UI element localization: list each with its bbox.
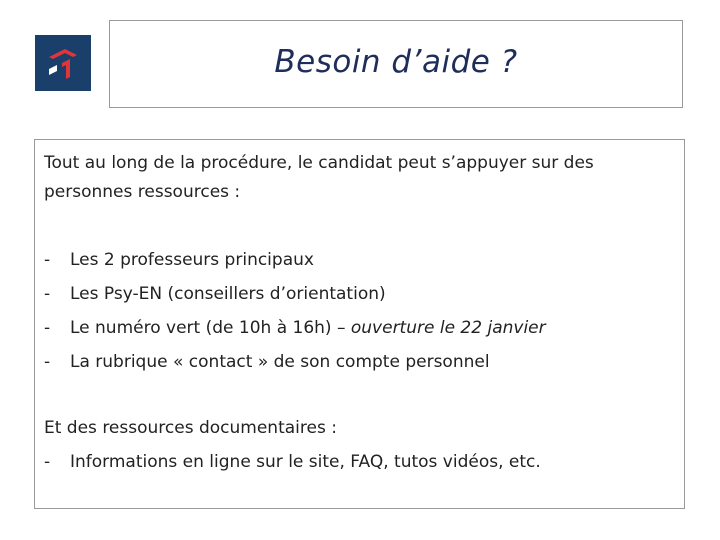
list-item: [44, 345, 674, 379]
list-item: [44, 311, 674, 345]
page-title: Besoin d’aide ?: [274, 44, 518, 80]
list-item-text: Les 2 professeurs principaux: [70, 250, 314, 270]
list-item-text: Informations en ligne sur le site, FAQ, tutos vidéos, etc.: [70, 452, 541, 472]
list-item-text: La rubrique « contact » de son compte personnel: [70, 352, 490, 372]
list-item-text: Le numéro vert (de 10h à 16h) –: [70, 318, 351, 338]
list-item-emphasis: ouverture le 22 janvier: [350, 318, 546, 338]
brand-logo-icon: [35, 35, 91, 91]
docs-title: Et des ressources documentaires :: [44, 418, 337, 438]
list-item: [44, 277, 674, 311]
list-dash: -: [44, 352, 51, 372]
list-dash: -: [44, 452, 51, 472]
list-item-text: Les Psy-EN (conseillers d’orientation): [70, 284, 386, 304]
resources-list: [44, 243, 674, 379]
list-item: [44, 243, 674, 277]
list-item: [44, 445, 674, 479]
docs-list: [44, 445, 674, 479]
content-box: [34, 139, 685, 509]
intro-text: Tout au long de la procédure, le candidat peut s’appuyer sur des personnes ressources :: [44, 153, 594, 202]
title-box: [109, 20, 683, 108]
logo-graphic: [35, 35, 91, 91]
list-dash: -: [44, 284, 51, 304]
list-dash: -: [44, 318, 51, 338]
list-dash: -: [44, 250, 51, 270]
